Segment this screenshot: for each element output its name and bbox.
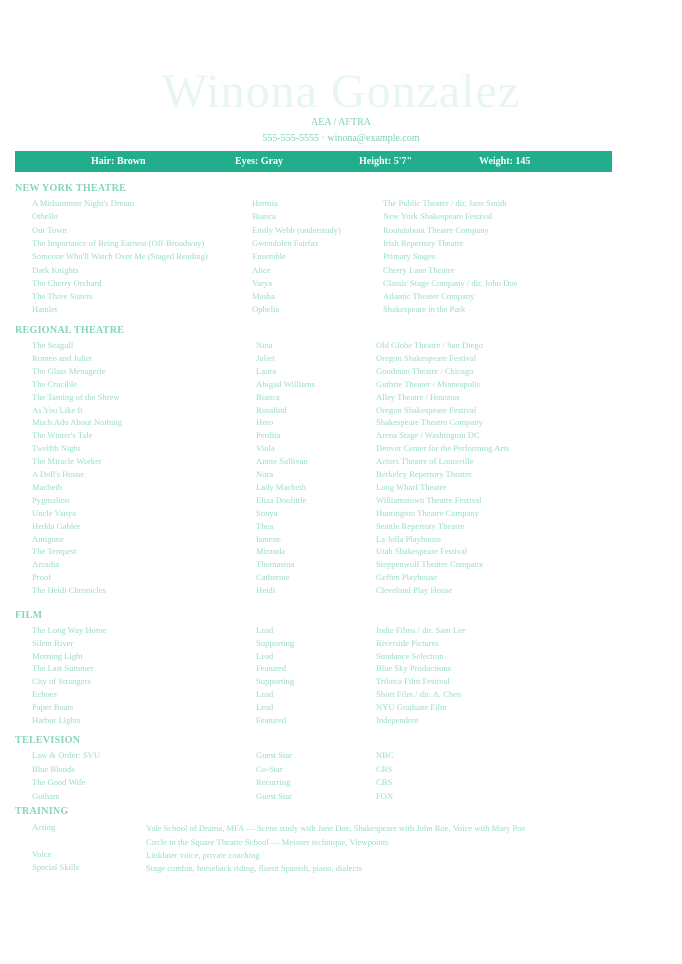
role: Abigail Williams [256, 378, 315, 389]
section-ny-theatre: NEW YORK THEATRE [15, 183, 127, 194]
credit-row [0, 238, 682, 251]
credit-row [0, 482, 682, 495]
credit-row [0, 676, 682, 689]
role: Lady Macbeth [256, 481, 306, 492]
company: Geffen Playhouse [376, 572, 438, 583]
production-title: Twelfth Night [32, 443, 81, 454]
company: Old Globe Theatre / San Diego [376, 340, 483, 350]
role: Catherine [256, 572, 290, 583]
production-title: The Seagull [32, 340, 74, 350]
company: Steppenwolf Theatre Company [376, 559, 484, 570]
production-title: Macbeth [32, 481, 63, 492]
production-title: Much Ado About Nothing [32, 417, 122, 428]
credit-row [0, 225, 682, 238]
credit-row [0, 663, 682, 676]
role: Miranda [256, 546, 286, 557]
credit-row [0, 211, 682, 224]
company: Irish Repertory Theatre [383, 237, 464, 248]
production-title: The Miracle Worker [32, 456, 102, 467]
credit-row [0, 638, 682, 651]
company: Indie Films / dir. Sam Lee [376, 625, 466, 635]
credit-row [0, 625, 682, 638]
role: Varya [252, 277, 273, 288]
production-title: Blue Bloods [32, 763, 75, 774]
company: NYU Graduate Film [376, 701, 447, 712]
section-training: TRAINING [15, 806, 69, 817]
training-detail: Circle in the Square Theatre School — Meisner technique, Viewpoints [146, 837, 389, 847]
company: Denver Center for the Performing Arts [376, 443, 509, 454]
role: Guest Star [256, 790, 293, 801]
company: Alley Theatre / Houston [376, 391, 460, 402]
company: Oregon Shakespeare Festival [376, 352, 477, 363]
production-title: The Three Sisters [32, 291, 93, 302]
training-detail: Stage combat, horseback riding, fluent Spanish, piano, dialects [146, 863, 362, 873]
production-title: As You Like It [32, 404, 83, 415]
production-title: A Doll's House [32, 469, 85, 479]
credit-row [0, 417, 682, 430]
company: CBS [376, 777, 393, 787]
role: Nora [256, 469, 274, 479]
eyes-stat: Eyes: Gray [235, 156, 284, 167]
credit-row [0, 291, 682, 304]
production-title: Gotham [32, 790, 60, 801]
production-title: Echoes [32, 689, 57, 699]
training-detail: Yale School of Drama, MFA — Scene study with Jane Doe, Shakespeare with John Roe, Voice with Mary Poe [146, 823, 526, 833]
credit-row [0, 651, 682, 664]
company: Sundance Selection [376, 650, 444, 661]
role: Supporting [256, 676, 295, 687]
role: Lead [256, 650, 274, 661]
credit-row [0, 430, 682, 443]
role: Ismene [256, 533, 281, 544]
production-title: Arcadia [32, 559, 60, 570]
production-title: Romeo and Juliet [32, 352, 93, 363]
company: Huntington Theatre Company [376, 507, 479, 518]
credit-row [0, 534, 682, 547]
credit-row [0, 715, 682, 728]
company: Oregon Shakespeare Festival [376, 404, 477, 415]
company: Arena Stage / Washington DC [376, 430, 480, 441]
production-title: Hedda Gabler [32, 520, 80, 531]
production-title: Paper Boats [32, 701, 74, 712]
role: Laura [256, 365, 277, 376]
credit-row [0, 443, 682, 456]
production-title: The Crucible [32, 378, 78, 389]
role: Gwendolen Fairfax [252, 237, 319, 248]
role: Eliza Doolittle [256, 494, 307, 505]
production-title: A Midsummer Night's Dream [32, 198, 135, 208]
company: Blue Sky Productions [376, 663, 451, 674]
company: Tribeca Film Festival [376, 676, 450, 687]
company: The Public Theater / dir. Jane Smith [383, 198, 507, 208]
credit-row [0, 366, 682, 379]
credit-row [0, 689, 682, 702]
company: Guthrie Theater / Minneapolis [376, 378, 481, 389]
production-title: Silent River [32, 637, 74, 648]
company: Primary Stages [383, 251, 436, 262]
production-title: The Importance of Being Earnest (Off-Broadway) [32, 237, 205, 248]
credit-row [0, 495, 682, 508]
production-title: Our Town [32, 224, 67, 235]
credit-row [0, 392, 682, 405]
role: Masha [252, 291, 275, 302]
credit-row [0, 750, 682, 763]
role: Bianca [256, 391, 280, 402]
production-title: The Glass Menagerie [32, 365, 106, 376]
role: Lead [256, 689, 274, 699]
union-line: AEA / AFTRA [310, 117, 371, 128]
credit-row [0, 469, 682, 482]
production-title: Uncle Vanya [32, 507, 76, 518]
section-television: TELEVISION [15, 735, 81, 746]
production-title: Law & Order: SVU [32, 750, 101, 760]
credit-row [0, 340, 682, 353]
production-title: Othello [32, 211, 58, 222]
training-category: Voice [32, 849, 52, 859]
role: Hermia [252, 198, 278, 208]
section-regional-theatre: REGIONAL THEATRE [15, 325, 125, 336]
production-title: The Winter's Tale [32, 430, 93, 441]
company: Berkeley Repertory Theatre [376, 469, 472, 479]
hair-stat: Hair: Brown [91, 156, 146, 167]
role: Lead [256, 701, 274, 712]
credit-row [0, 353, 682, 366]
production-title: The Cherry Orchard [32, 277, 102, 288]
company: NBC [376, 750, 394, 760]
company: Short Film / dir. A. Chen [376, 689, 462, 699]
section-film: FILM [15, 610, 43, 621]
company: Long Wharf Theatre [376, 481, 447, 492]
production-title: City of Strangers [32, 676, 91, 687]
production-title: The Heidi Chronicles [32, 585, 106, 596]
credit-row [0, 251, 682, 264]
role: Guest Star [256, 750, 293, 760]
role: Featured [256, 714, 287, 725]
production-title: Hamlet [32, 304, 58, 315]
role: Perdita [256, 430, 281, 441]
actor-name: Winona Gonzalez [161, 65, 521, 118]
production-title: The Long Way Home [32, 625, 107, 635]
role: Hero [256, 417, 274, 428]
training-detail: Linklater voice, private coaching [146, 850, 260, 860]
credit-row [0, 764, 682, 777]
credit-row [0, 572, 682, 585]
company: Goodman Theatre / Chicago [376, 365, 474, 376]
credit-row [0, 198, 682, 211]
company: La Jolla Playhouse [376, 533, 441, 544]
production-title: Pygmalion [32, 494, 70, 505]
role: Co-Star [256, 763, 283, 774]
credit-row [0, 508, 682, 521]
training-category: Special Skills [32, 862, 80, 872]
credit-row [0, 405, 682, 418]
company: CBS [376, 763, 393, 774]
role: Lead [256, 625, 274, 635]
height-stat: Height: 5'7" [359, 156, 413, 167]
production-title: Antigone [32, 533, 64, 544]
company: Actors Theatre of Louisville [376, 456, 474, 467]
company: New York Shakespeare Festival [383, 211, 493, 222]
company: FOX [376, 790, 394, 801]
production-title: Dark Knights [32, 264, 79, 275]
company: Shakespeare in the Park [383, 304, 466, 315]
company: Utah Shakespeare Festival [376, 546, 468, 557]
credit-row [0, 791, 682, 804]
company: Riverside Pictures [376, 637, 439, 648]
contact-line: 555-555-5555 · winona@example.com [262, 133, 420, 144]
company: Shakespeare Theatre Company [376, 417, 483, 428]
credit-row [0, 702, 682, 715]
credit-row [0, 585, 682, 598]
role: Ophelia [252, 304, 280, 315]
role: Featured [256, 663, 287, 674]
role: Thomasina [256, 559, 295, 570]
role: Nina [256, 340, 273, 350]
credit-row [0, 265, 682, 278]
credit-row [0, 304, 682, 317]
training-category: Acting [32, 822, 56, 832]
role: Recurring [256, 777, 291, 787]
company: Williamstown Theatre Festival [376, 494, 482, 505]
company: Classic Stage Company / dir. John Doe [383, 277, 518, 288]
company: Roundabout Theatre Company [383, 224, 489, 235]
company: Independent [376, 714, 419, 725]
role: Bianca [252, 211, 276, 222]
production-title: Someone Who'll Watch Over Me (Staged Reading) [32, 251, 208, 262]
role: Rosalind [256, 404, 287, 415]
credit-row [0, 777, 682, 790]
production-title: Morning Light [32, 650, 83, 661]
role: Heidi [256, 585, 276, 596]
production-title: The Taming of the Shrew [32, 391, 120, 402]
role: Ensemble [252, 251, 286, 262]
company: Seattle Repertory Theatre [376, 520, 465, 531]
production-title: The Tempest [32, 546, 77, 557]
role: Sonya [256, 507, 278, 518]
role: Annie Sullivan [256, 456, 308, 467]
production-title: Proof [32, 572, 52, 583]
company: Atlantic Theater Company [383, 291, 475, 302]
company: Cleveland Play House [376, 585, 453, 596]
stats-bar [15, 151, 612, 172]
credit-row [0, 559, 682, 572]
credit-row [0, 521, 682, 534]
role: Viola [256, 443, 275, 454]
role: Alice [252, 264, 271, 275]
role: Juliet [256, 352, 275, 363]
role: Thea [256, 520, 274, 531]
credit-row [0, 546, 682, 559]
credit-row [0, 379, 682, 392]
credit-row [0, 278, 682, 291]
production-title: Harbor Lights [32, 714, 81, 725]
credit-row [0, 456, 682, 469]
role: Emily Webb (understudy) [252, 224, 341, 235]
company: Cherry Lane Theatre [383, 264, 455, 275]
role: Supporting [256, 637, 295, 648]
production-title: The Last Summer [32, 663, 94, 674]
weight-stat: Weight: 145 [479, 156, 531, 167]
production-title: The Good Wife [32, 777, 86, 787]
